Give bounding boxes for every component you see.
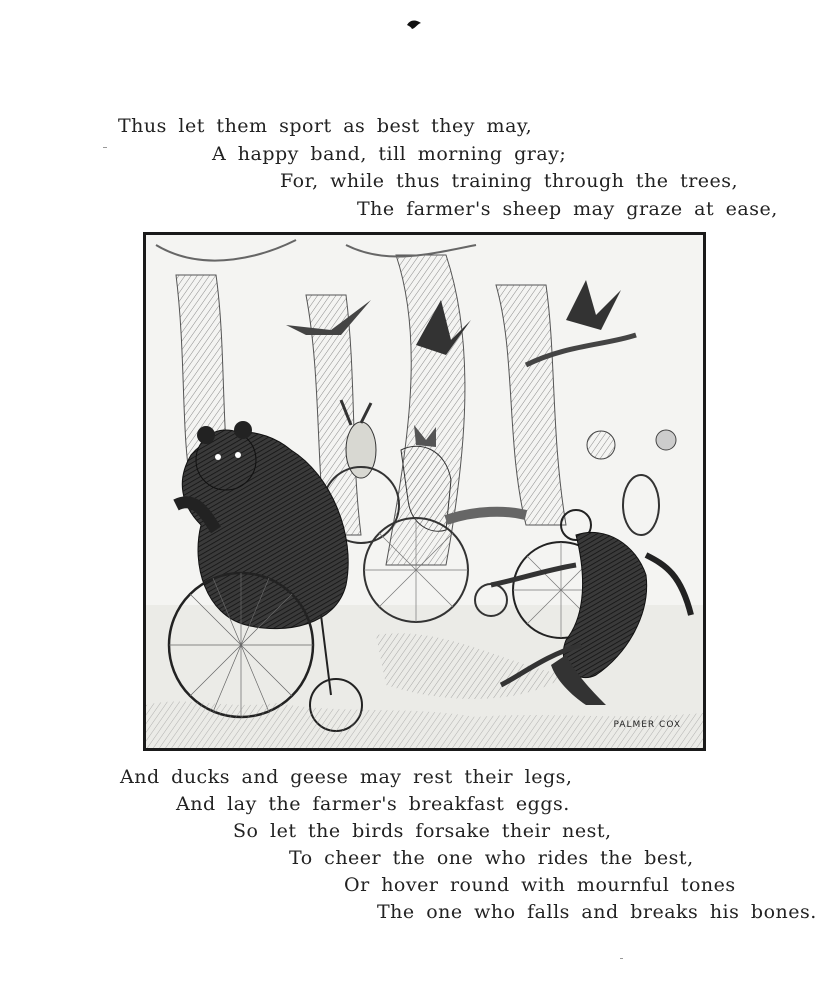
illustration-drawing [146,235,703,748]
verse-line: So let the birds forsake their nest, [233,820,612,842]
verse-line: Or hover round with mournful tones [344,874,736,896]
engraving-illustration [143,232,706,751]
verse-line: A happy band, till morning gray; [212,143,567,165]
verse-line: And lay the farmer's breakfast eggs. [176,793,570,815]
verse-line: Thus let them sport as best they may, [118,115,533,137]
verse-line: The one who falls and breaks his bones. [377,901,817,923]
verse-line: To cheer the one who rides the best, [289,847,694,869]
artist-signature: PALMER COX [613,720,681,730]
verse-line: The farmer's sheep may graze at ease, [357,198,778,220]
paper-speck [103,147,107,148]
verse-line: And ducks and geese may rest their legs, [120,766,573,788]
paper-speck [620,958,623,959]
verse-line: For, while thus training through the trees, [280,170,739,192]
